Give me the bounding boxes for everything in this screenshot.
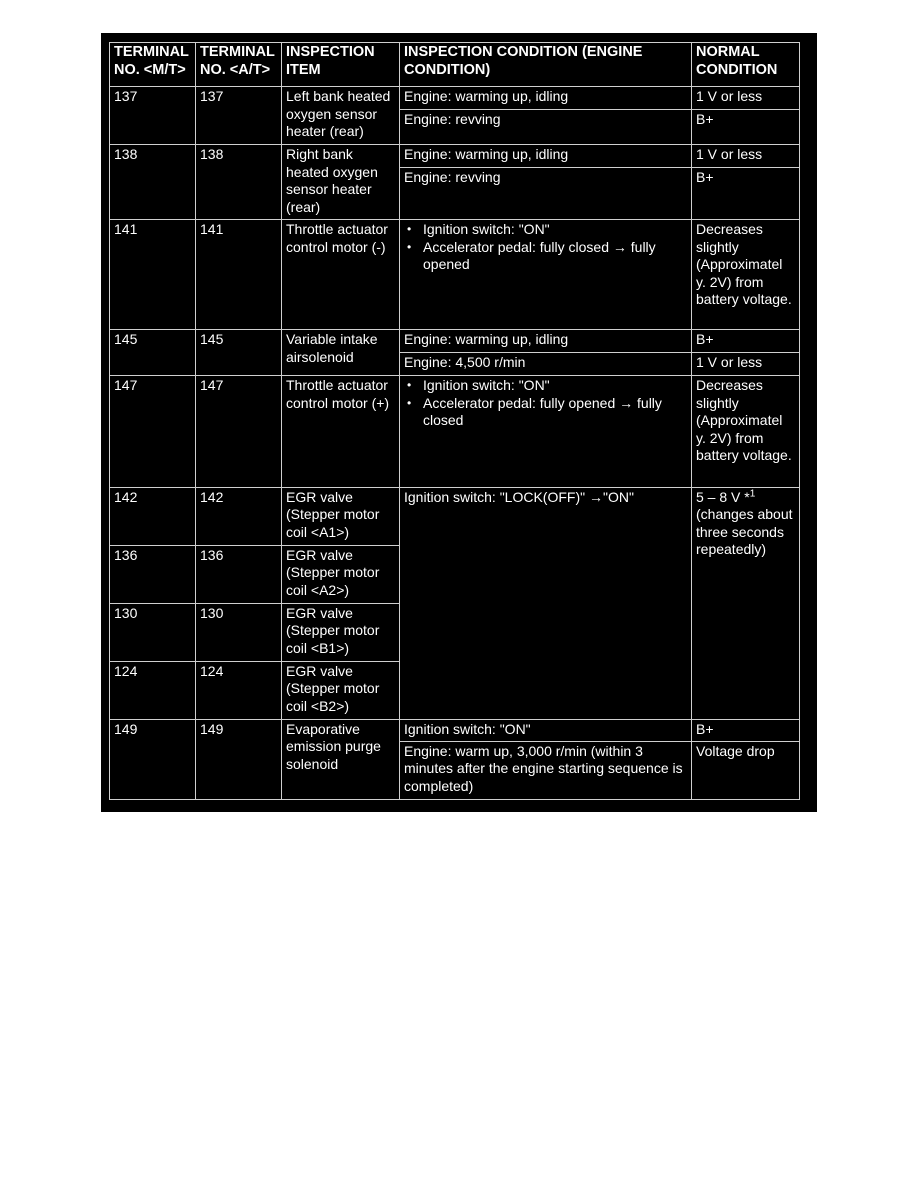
header-terminal-mt: TERMINAL NO. <M/T>	[110, 43, 196, 87]
normal-condition-cell: 1 V or less	[692, 353, 800, 376]
normal-voltage-range: 5 – 8 V *	[696, 488, 750, 505]
inspection-item-cell: EGR valve (Stepper motor coil <A1>)	[282, 487, 400, 545]
inspection-condition-cell: Engine: warming up, idling	[400, 145, 692, 168]
inspection-condition-cell: Engine: revving	[400, 168, 692, 220]
terminal-at-cell: 137	[196, 87, 282, 145]
condition-bullet: • Accelerator pedal: fully opened → fully closed	[423, 395, 687, 430]
table-row	[110, 220, 800, 330]
terminal-mt-cell: 141	[110, 220, 196, 330]
terminal-mt-cell: 124	[110, 661, 196, 719]
condition-bullet-list	[404, 221, 687, 274]
inspection-condition-cell: Engine: warming up, idling	[400, 87, 692, 110]
inspection-item-cell: Variable intake airsolenoid	[282, 330, 400, 376]
inspection-item-cell: Throttle actuator control motor (+)	[282, 376, 400, 487]
inspection-condition-cell: Ignition switch: "ON"	[400, 719, 692, 741]
terminal-at-cell: 136	[196, 545, 282, 603]
normal-condition-cell: B+	[692, 110, 800, 145]
terminal-at-cell: 130	[196, 603, 282, 661]
inspection-item-cell: Throttle actuator control motor (-)	[282, 220, 400, 330]
inspection-condition-cell	[400, 376, 692, 487]
normal-condition-note: (changes about three seconds repeatedly)	[696, 506, 793, 558]
header-terminal-at: TERMINAL NO. <A/T>	[196, 43, 282, 87]
inspection-item-cell: Right bank heated oxygen sensor heater (rear)	[282, 145, 400, 220]
footnote-marker: 1	[749, 487, 756, 499]
inspection-condition-cell: Ignition switch: "LOCK(OFF)" →"ON"	[400, 487, 692, 719]
terminal-mt-cell: 142	[110, 487, 196, 545]
terminal-at-cell: 147	[196, 376, 282, 487]
normal-condition-cell: 1 V or less	[692, 87, 800, 110]
terminal-mt-cell: 136	[110, 545, 196, 603]
condition-bullet: • Ignition switch: "ON"	[423, 377, 687, 395]
terminal-mt-cell: 130	[110, 603, 196, 661]
normal-condition-cell: B+	[692, 719, 800, 741]
normal-condition-cell: B+	[692, 330, 800, 353]
inspection-item-cell: EGR valve (Stepper motor coil <B1>)	[282, 603, 400, 661]
table-row	[110, 87, 800, 110]
normal-condition-cell: B+	[692, 168, 800, 220]
normal-condition-cell: Decreases slightly (Approximatel y. 2V) from battery voltage.	[692, 376, 800, 487]
inspection-item-cell: Evaporative emission purge solenoid	[282, 719, 400, 799]
normal-condition-cell: Decreases slightly (Approximatel y. 2V) from battery voltage.	[692, 220, 800, 330]
normal-condition-cell: Voltage drop	[692, 741, 800, 799]
condition-bullet: • Ignition switch: "ON"	[423, 221, 687, 239]
inspection-item-cell: Left bank heated oxygen sensor heater (rear)	[282, 87, 400, 145]
terminal-at-cell: 141	[196, 220, 282, 330]
header-inspection-condition: INSPECTION CONDITION (ENGINE CONDITION)	[400, 43, 692, 87]
table-row	[110, 487, 800, 545]
terminal-at-cell: 145	[196, 330, 282, 376]
terminal-at-cell: 138	[196, 145, 282, 220]
terminal-mt-cell: 138	[110, 145, 196, 220]
table-row	[110, 145, 800, 168]
inspection-condition-cell	[400, 220, 692, 330]
table-header-row	[110, 43, 800, 87]
terminal-mt-cell: 145	[110, 330, 196, 376]
header-normal-condition: NORMAL CONDITION	[692, 43, 800, 87]
header-inspection-item: INSPECTION ITEM	[282, 43, 400, 87]
normal-condition-cell: 1 V or less	[692, 145, 800, 168]
terminal-at-cell: 149	[196, 719, 282, 799]
inspection-item-cell: EGR valve (Stepper motor coil <B2>)	[282, 661, 400, 719]
inspection-condition-cell: Engine: revving	[400, 110, 692, 145]
condition-bullet-list	[404, 377, 687, 430]
terminal-mt-cell: 149	[110, 719, 196, 799]
condition-bullet: • Accelerator pedal: fully closed → fully opened	[423, 239, 687, 274]
normal-condition-cell	[692, 487, 800, 719]
inspection-condition-cell: Engine: warming up, idling	[400, 330, 692, 353]
terminal-at-cell: 142	[196, 487, 282, 545]
inspection-item-cell: EGR valve (Stepper motor coil <A2>)	[282, 545, 400, 603]
table-row	[110, 376, 800, 487]
table-row	[110, 719, 800, 741]
terminal-at-cell: 124	[196, 661, 282, 719]
inspection-condition-cell: Engine: warm up, 3,000 r/min (within 3 minutes after the engine starting sequence is completed)	[400, 741, 692, 799]
inspection-condition-cell: Engine: 4,500 r/min	[400, 353, 692, 376]
terminal-mt-cell: 137	[110, 87, 196, 145]
table-row	[110, 330, 800, 353]
terminal-inspection-table	[109, 42, 800, 800]
terminal-mt-cell: 147	[110, 376, 196, 487]
